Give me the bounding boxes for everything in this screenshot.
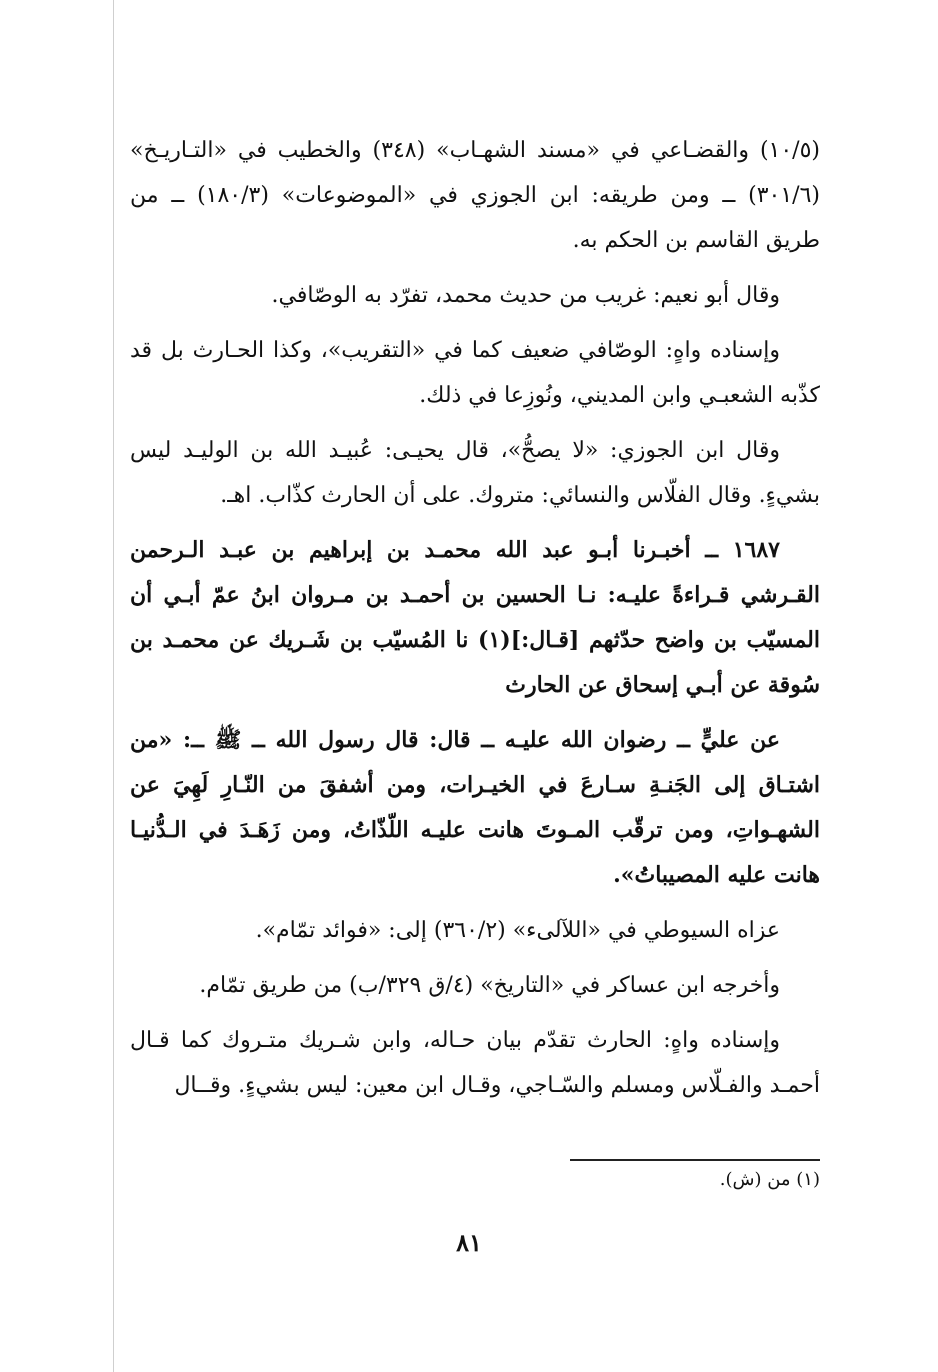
page-binding-line <box>113 0 114 1372</box>
footnote: (١) من (ش). <box>719 1169 820 1190</box>
paragraph: (١٠/٥) والقضـاعي في «مسند الشهـاب» (٣٤٨) والخطيب في «التـاريـخ» (٣٠١/٦) ــ ومن طريقه: ابن الجوزي في «الموضوعات» (١٨٠/٣) ــ من طريق القاسم بن الحكم به. <box>130 138 821 253</box>
paragraph: وإسناده واهٍ: الحارث تقدّم بيان حـاله، وابن شـريك متـروك كما قـال أحمـد والفـلّاس ومسلم والسّـاجي، وقـال ابن معين: ليس بشيءٍ. وقــال <box>130 1028 820 1098</box>
paragraph: عزاه السيوطي في «اللآلىء» (٣٦٠/٢) إلى: «فوائد تمّام». <box>255 918 780 943</box>
footnote-divider <box>570 1159 820 1161</box>
hadith-text-paragraph: عن عليٍّ ــ رضوان الله عليـه ــ قال: قال رسول الله ــ ﷺ ــ: «من اشتـاق إلى الجَنـةِ سـارعَ في الخيـرات، ومن أشفقَ من النّـارِ لَهِيَ عن الشهـواتِ، ومن ترقّب المـوتَ هانت عليـه اللّذّاتُ، ومن زَهَـدَ في الـدُّنيـا هانت عليه المصيباتُ». <box>130 727 820 888</box>
hadith-chain-paragraph: ١٦٨٧ ــ أخبـرنا أبـو عبد الله محمـد بن إبراهيم بن عبـد الـرحمن القـرشي قـراءةً عليـه: نـا الحسين بن أحمـد بن مـروان ابنُ عمّ أبـي أن المسيّب بن واضح حدّثهم [قـال:](١) نا المُسيّب بن شَـريك عن محمـد بن سُوقة عن أبـي إسحاق عن الحارث <box>130 537 820 698</box>
page-number: ٨١ <box>456 1228 482 1257</box>
paragraph: وقال أبو نعيم: غريب من حديث محمد، تفرّد به الوصّافي. <box>271 283 780 308</box>
paragraph: وقال ابن الجوزي: «لا يصحُّ»، قال يحيـى: عُبيـد الله بن الوليـد ليس بشيءٍ. وقال الفلّاس والنسائي: متروك. على أن الحارث كذّاب. اهـ. <box>130 438 820 508</box>
paragraph: وأخرجه ابن عساكر في «التاريخ» (٤/ق ٣٢٩/ب) من طريق تمّام. <box>199 973 780 998</box>
page-body <box>130 128 820 1118</box>
paragraph: وإسناده واهٍ: الوصّافي ضعيف كما في «التقريب»، وكذا الحـارث بل قد كذّبه الشعبـي وابن المديني، ونُوزِعا في ذلك. <box>130 338 820 408</box>
